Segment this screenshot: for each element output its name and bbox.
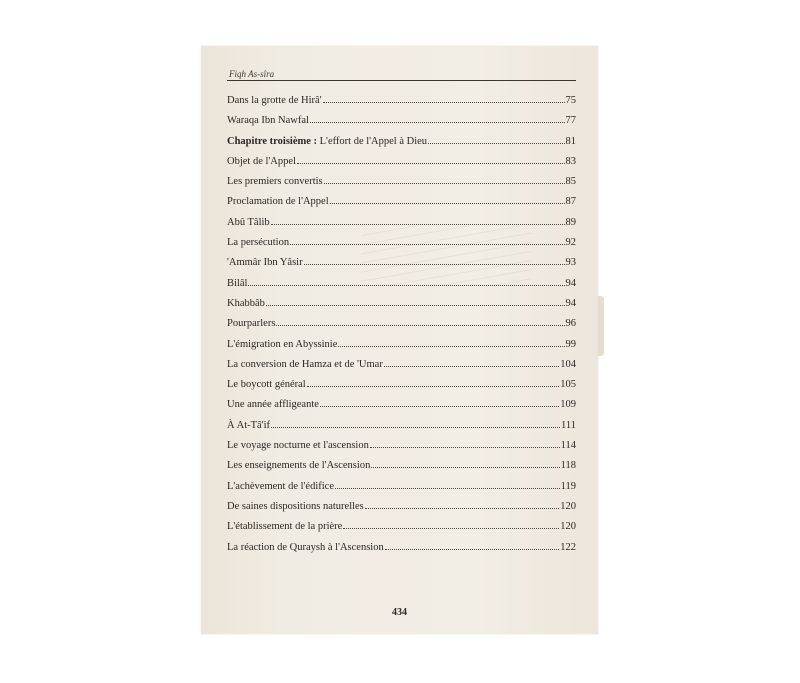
page-edge [598,296,604,356]
dot-leader [271,427,560,428]
toc-entry-page: 118 [560,460,576,472]
toc-entry-page: 122 [560,541,576,553]
toc-entry-text: À At-Tâ'if [227,419,271,431]
toc-entry [227,398,576,418]
toc-entry-page: 120 [560,500,576,512]
toc-entry-page: 111 [561,419,576,431]
toc-entry-page: 93 [565,257,576,269]
dot-leader [324,183,565,184]
toc-entry-page: 120 [560,521,576,533]
toc-entry-text: Waraqa Ibn Nawfal [227,115,309,127]
toc-entry [227,277,576,297]
toc-entry [227,297,576,317]
dot-leader [297,163,565,164]
toc-entry-title [227,155,296,169]
toc-entry-text: Dans la grotte de Hirâ' [227,95,322,106]
toc-entry-text: Les premiers convertis [227,176,323,188]
toc-entry-title [227,520,342,534]
toc-entry-page: 104 [560,358,576,370]
toc-entry-title [227,195,329,209]
toc-entry-page: 92 [565,237,576,249]
toc-entry-text: 'Ammâr Ibn Yâsir [227,257,303,269]
toc-entry-title [227,358,383,372]
toc-entry-text: Les enseignements de l'Ascension [227,460,371,472]
toc-entry-page: 75 [565,95,576,106]
toc-entry-text: La réaction de Quraysh à l'Ascension [227,541,384,553]
dot-leader [304,264,565,265]
toc-entry-text: Bilâl [227,277,248,289]
toc-entry-page: 77 [565,115,576,127]
dot-leader [320,406,559,407]
toc-entry-title [227,459,370,473]
toc-entry-page: 114 [560,440,576,452]
toc-entry [227,338,576,358]
toc-entry-text: Le boycott général [227,379,306,391]
toc-entry-page: 87 [565,196,576,208]
dot-leader [276,325,564,326]
toc-entry-title [227,338,337,352]
toc-entry-title [227,277,247,291]
toc-entry-page: 89 [565,216,576,228]
dot-leader [323,102,565,103]
dot-leader [248,285,564,286]
running-header: Fiqh As-sîra [229,69,275,79]
toc-entry [227,256,576,276]
toc-entry-title [227,135,427,149]
toc-entry-text: Pourparlers [227,318,276,330]
toc-entry-title [227,297,265,311]
dot-leader [384,366,559,367]
dot-leader [307,386,560,387]
header-rule [227,80,576,81]
dot-leader [290,244,564,245]
toc-entry-page: 119 [560,480,576,492]
toc-entry [227,114,576,134]
dot-leader [310,122,565,123]
dot-leader [365,508,559,509]
toc-entry-title [227,256,303,270]
toc-entry-text: L'effort de l'Appel à Dieu [317,135,428,147]
toc-entry-text: L'achèvement de l'édifice [227,480,334,492]
toc-entry-title [227,439,369,453]
toc-entry-title [227,500,364,514]
toc-entry-page: 94 [565,277,576,289]
toc-entry [227,378,576,398]
dot-leader [271,224,565,225]
toc-entry-text: L'émigration en Abyssinie [227,338,338,350]
toc-entry-title [227,236,289,250]
toc-entry [227,135,576,155]
toc-entry-page: 94 [565,297,576,309]
toc-entry-title [227,216,270,230]
toc-entry-title [227,114,309,128]
toc-entry-page: 105 [560,379,576,391]
toc-entry-title [227,541,384,555]
toc-entry-title [227,94,322,108]
toc-entry [227,94,576,114]
toc-entry-page: 96 [565,318,576,330]
toc-entry-page: 109 [560,399,576,411]
chapter-label: Chapitre troisième : [227,135,318,147]
toc-entry [227,236,576,256]
toc-entry [227,195,576,215]
toc-entry-text: Une année affligeante [227,399,319,411]
table-of-contents [227,94,576,561]
toc-entry-text: La persécution [227,237,290,249]
toc-entry-title [227,419,270,433]
toc-entry [227,500,576,520]
toc-entry-title [227,398,319,412]
toc-entry-title [227,317,275,331]
dot-leader [343,528,559,529]
book-page [201,46,598,634]
dot-leader [335,488,560,489]
toc-entry [227,358,576,378]
dot-leader [330,203,565,204]
toc-entry [227,439,576,459]
dot-leader [385,549,560,550]
toc-entry [227,175,576,195]
dot-leader [338,346,564,347]
toc-entry [227,317,576,337]
toc-entry-text: La conversion de Hamza et de 'Umar [227,358,383,370]
toc-entry-title [227,378,306,392]
toc-entry-text: Le voyage nocturne et l'ascension [227,440,369,452]
dot-leader [370,447,560,448]
toc-entry-page: 99 [565,338,576,350]
toc-entry [227,216,576,236]
dot-leader [266,305,565,306]
toc-entry-page: 81 [565,135,576,147]
toc-entry-text: Proclamation de l'Appel [227,196,329,208]
dot-leader [371,467,559,468]
toc-entry-text: Khabbâb [227,297,265,309]
toc-entry [227,419,576,439]
toc-entry [227,541,576,561]
toc-entry-page: 83 [565,155,576,167]
toc-entry [227,480,576,500]
page-number: 434 [392,607,407,618]
toc-entry [227,155,576,175]
toc-entry [227,520,576,540]
toc-entry-text: De saines dispositions naturelles [227,500,364,512]
toc-entry [227,459,576,479]
toc-entry-text: Abû Tâlib [227,216,270,228]
toc-entry-title [227,480,334,494]
toc-entry-text: Objet de l'Appel [227,155,296,167]
toc-entry-page: 85 [565,176,576,188]
dot-leader [428,143,564,144]
toc-entry-text: L'établissement de la prière [227,521,343,533]
toc-entry-title [227,175,323,189]
